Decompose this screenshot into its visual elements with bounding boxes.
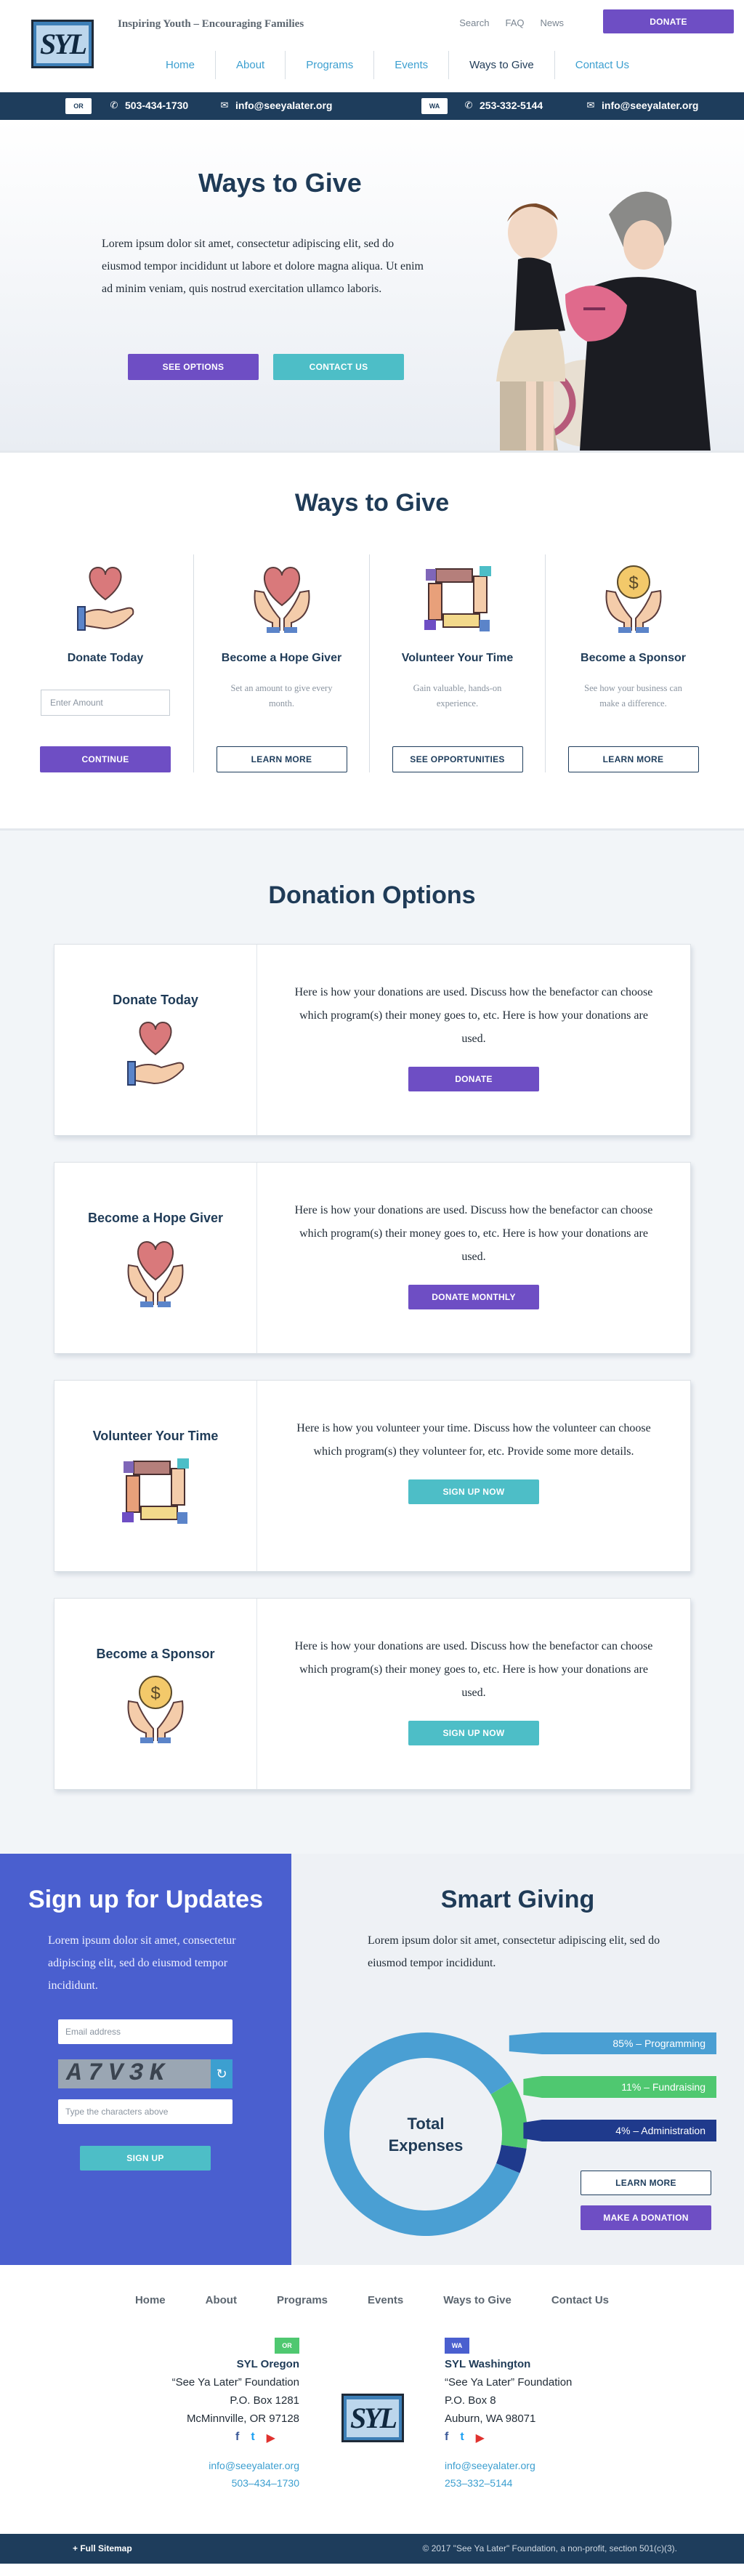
bottom-bar	[0, 2534, 744, 2564]
nav-ways-to-give[interactable]: Ways to Give	[448, 51, 554, 79]
chart-legend-label: 85% – Programming	[612, 2038, 705, 2049]
refresh-icon[interactable]: ↻	[211, 2059, 232, 2088]
card-title: Become a Hope Giver	[87, 1211, 224, 1225]
captcha-field[interactable]: Type the characters above	[58, 2099, 232, 2124]
facebook-icon[interactable]: f	[445, 2431, 449, 2443]
ways-title: Ways to Give	[294, 489, 450, 517]
hands-square-icon	[421, 562, 494, 634]
learn-more-button[interactable]: LEARN MORE	[581, 2171, 711, 2195]
way-title: Donate Today	[67, 652, 144, 664]
contact-us-button[interactable]: CONTACT US	[273, 354, 404, 380]
washington-state-tag: WA	[445, 2338, 469, 2354]
smart-title: Smart Giving	[440, 1886, 595, 1913]
footer-nav-ways-to-give[interactable]: Ways to Give	[443, 2294, 512, 2306]
twitter-icon[interactable]: t	[460, 2431, 464, 2443]
footer-nav-programs[interactable]: Programs	[276, 2294, 328, 2306]
nav-programs[interactable]: Programs	[285, 51, 373, 79]
card-donate-button[interactable]: DONATE	[408, 1067, 539, 1091]
heart-hand-icon	[69, 562, 142, 634]
way-desc: Gain valuable, hands-on experience.	[413, 683, 502, 708]
footer-logo[interactable]: SYL	[341, 2394, 404, 2442]
youtube-icon[interactable]: ▶	[475, 2432, 485, 2444]
phone-icon: ✆	[110, 100, 118, 110]
way-donate-today	[17, 554, 193, 772]
signup-title: Sign up for Updates	[28, 1886, 263, 1913]
mail-icon: ✉	[586, 100, 595, 110]
oregon-phone-link[interactable]: 503–434–1730	[231, 2477, 299, 2489]
nav-about[interactable]: About	[215, 51, 285, 79]
hero-title: Ways to Give	[198, 168, 362, 198]
washington-address: SYL Washington “See Ya Later” Foundation P.O. Box 8 Auburn, WA 98071	[445, 2358, 573, 2425]
youtube-icon[interactable]: ▶	[266, 2432, 275, 2444]
email-field[interactable]: Email address	[58, 2019, 232, 2044]
card-title: Donate Today	[113, 993, 198, 1007]
card-title: Become a Sponsor	[96, 1647, 215, 1661]
hands-square-icon	[119, 1454, 192, 1527]
donation-options-section	[0, 831, 744, 1854]
learn-more-button[interactable]: LEARN MORE	[568, 746, 699, 772]
utility-faq-link[interactable]: FAQ	[505, 17, 525, 28]
washington-phone[interactable]: ✆ 253-332-5144	[464, 100, 543, 111]
svg-text:$: $	[628, 573, 639, 593]
chart-legend-label: 4% – Administration	[615, 2125, 705, 2136]
heart-hands-icon	[116, 1236, 195, 1309]
oregon-email-link[interactable]: info@seeyalater.org	[209, 2460, 299, 2471]
washington-state-tag: WA	[421, 98, 448, 114]
footer-nav	[0, 2294, 744, 2306]
sponsor-sign-up-button[interactable]: SIGN UP NOW	[408, 1721, 539, 1745]
logo[interactable]: SYL	[31, 20, 94, 68]
way-title: Become a Hope Giver	[221, 652, 342, 664]
signup-panel	[0, 1854, 291, 2265]
donation-card-sponsor	[54, 1598, 691, 1790]
continue-button[interactable]: CONTINUE	[40, 746, 171, 772]
dollar-hands-icon	[116, 1672, 195, 1745]
hero	[0, 120, 744, 451]
heart-hands-icon	[242, 562, 322, 634]
oregon-state-tag: OR	[275, 2338, 299, 2354]
full-sitemap-link[interactable]: + Full Sitemap	[73, 2543, 132, 2553]
nav-contact[interactable]: Contact Us	[554, 51, 650, 79]
signup-smart-giving	[0, 1854, 744, 2265]
way-sponsor	[545, 554, 721, 772]
captcha-image: A7V3K	[58, 2059, 211, 2088]
make-donation-button[interactable]: MAKE A DONATION	[581, 2205, 711, 2230]
heart-hand-icon	[119, 1017, 192, 1089]
copyright: © 2017 "See Ya Later" Foundation, a non-profit, section 501(c)(3).	[422, 2543, 677, 2553]
footer-nav-events[interactable]: Events	[368, 2294, 404, 2306]
nav-home[interactable]: Home	[166, 59, 195, 71]
oregon-social	[235, 2431, 275, 2445]
chart-center-label: Total	[407, 2115, 445, 2133]
smart-giving-panel	[291, 1854, 744, 2265]
oregon-phone[interactable]: ✆ 503-434-1730	[110, 100, 189, 111]
utility-nav	[459, 17, 564, 28]
oregon-state-tag: OR	[65, 98, 92, 114]
svg-text:$: $	[150, 1684, 161, 1703]
oregon-contact	[209, 2457, 299, 2492]
donate-button[interactable]: DONATE	[603, 9, 734, 33]
oregon-email[interactable]: ✉ info@seeyalater.org	[220, 100, 333, 111]
contact-bar	[0, 92, 744, 120]
twitter-icon[interactable]: t	[251, 2431, 255, 2443]
way-title: Become a Sponsor	[581, 652, 686, 664]
donation-card-donate	[54, 944, 691, 1136]
card-text: Here is how your donations are used. Discuss how the benefactor can choose which program(s) their money goes to, etc. Here is how your donations are used.	[294, 1204, 653, 1263]
see-options-button[interactable]: SEE OPTIONS	[128, 354, 259, 380]
donation-card-hope-giver	[54, 1162, 691, 1354]
hero-photo	[456, 163, 744, 451]
donation-options-title: Donation Options	[268, 881, 476, 909]
facebook-icon[interactable]: f	[235, 2431, 240, 2443]
volunteer-sign-up-button[interactable]: SIGN UP NOW	[408, 1479, 539, 1504]
main-nav	[145, 51, 650, 79]
chart-slice	[491, 2081, 527, 2149]
mail-icon: ✉	[220, 100, 229, 110]
washington-email[interactable]: ✉ info@seeyalater.org	[586, 100, 699, 111]
sign-up-button[interactable]: SIGN UP	[80, 2146, 211, 2171]
card-text: Here is how your donations are used. Discuss how the benefactor can choose which program(s) their money goes to, etc. Here is how your donations are used.	[294, 1640, 653, 1699]
signup-body: Lorem ipsum dolor sit amet, consectetur adipiscing elit, sed do eiusmod tempor incididunt.	[48, 1934, 236, 1992]
washington-email-link[interactable]: info@seeyalater.org	[445, 2460, 535, 2471]
washington-phone-link[interactable]: 253–332–5144	[445, 2477, 513, 2489]
smart-body: Lorem ipsum dolor sit amet, consectetur adipiscing elit, sed do eiusmod tempor incididunt.	[368, 1934, 660, 1969]
footer-nav-about[interactable]: About	[205, 2294, 237, 2306]
chart-center-label: Expenses	[388, 2136, 464, 2155]
footer-nav-contact[interactable]: Contact Us	[551, 2294, 610, 2306]
tagline: Inspiring Youth – Encouraging Families	[118, 18, 304, 30]
nav-events[interactable]: Events	[373, 51, 448, 79]
see-opportunities-button[interactable]: SEE OPPORTUNITIES	[392, 746, 523, 772]
washington-contact	[445, 2457, 535, 2492]
utility-news-link[interactable]: News	[540, 17, 564, 28]
dollar-hands-icon	[594, 562, 674, 634]
ways-to-give-section	[0, 451, 744, 831]
learn-more-button[interactable]: LEARN MORE	[217, 746, 347, 772]
amount-input[interactable]: Enter Amount	[41, 690, 170, 716]
site-header	[0, 0, 744, 92]
way-volunteer	[369, 554, 545, 772]
hero-body: Lorem ipsum dolor sit amet, consectetur adipiscing elit, sed do eiusmod tempor incididunt ut labore et dolore magna aliqua. Ut enim ad minim veniam, quis nostrud exercitation ullamco laboris.	[102, 238, 424, 295]
washington-social	[445, 2431, 485, 2445]
phone-icon: ✆	[464, 100, 473, 110]
card-text: Here is how you volunteer your time. Discuss how the volunteer can choose which program(s) they volunteer for, etc. Provide some more details.	[296, 1422, 651, 1458]
way-desc: See how your business can make a difference.	[584, 683, 682, 708]
footer-nav-home[interactable]: Home	[134, 2294, 166, 2306]
donation-card-volunteer	[54, 1380, 691, 1572]
donate-monthly-button[interactable]: DONATE MONTHLY	[408, 1285, 539, 1309]
way-title: Volunteer Your Time	[401, 652, 514, 664]
way-hope-giver	[193, 554, 369, 772]
card-title: Volunteer Your Time	[92, 1429, 219, 1443]
way-desc: Set an amount to give every month.	[230, 683, 333, 708]
card-text: Here is how your donations are used. Discuss how the benefactor can choose which program(s) their money goes to, etc. Here is how your donations are used.	[294, 986, 653, 1045]
oregon-address: SYL Oregon “See Ya Later” Foundation P.O. Box 1281 McMinnville, OR 97128	[171, 2358, 299, 2425]
chart-slice	[324, 2032, 519, 2236]
utility-search-link[interactable]: Search	[459, 17, 490, 28]
chart-legend-label: 11% – Fundraising	[621, 2081, 705, 2093]
site-footer	[0, 2265, 744, 2534]
